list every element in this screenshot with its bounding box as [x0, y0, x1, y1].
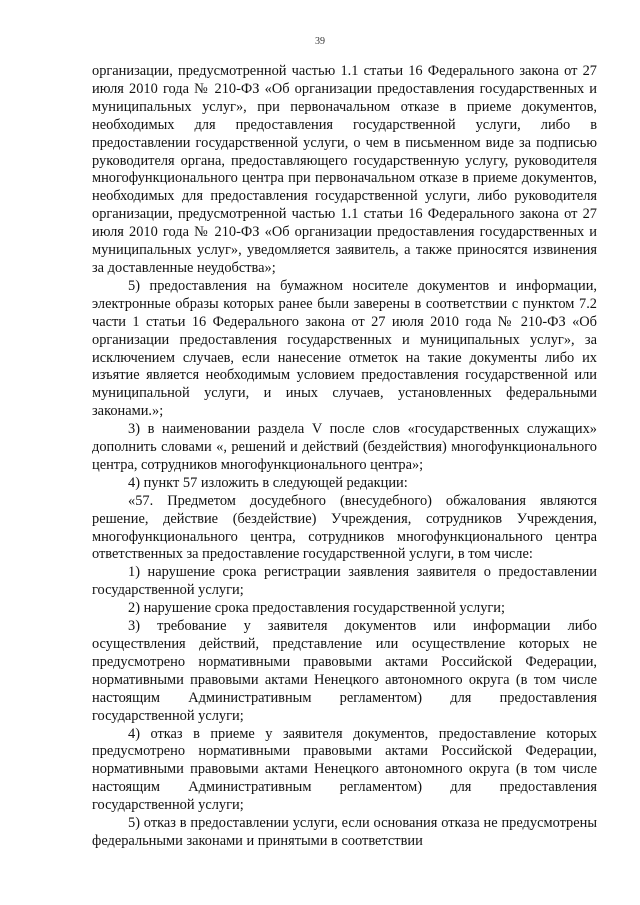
paragraph-continuation: организации, предусмотренной частью 1.1 статьи 16 Федерального закона от 27 июля 2010 года № 210-ФЗ «Об организации предоставления государственных и муниципальных услуг», при первоначальном отказе в приеме документов, необходимых для предоставления государственной услуги, либо в предоставлении государственной услуги, о чем в письменном виде за подписью руководителя органа, предоставляющего государственную услугу, руководителя многофункционального центра при первоначальном отказе в приеме документов, необходимых для предоставления государственной услуги, либо руководителя организации, предусмотренной частью 1.1 статьи 16 Федерального закона от 27 июля 2010 года № 210-ФЗ «Об организации предоставления государственных и муниципальных услуг», уведомляется заявитель, а также приносятся извинения за доставленные неудобства»;: [92, 63, 597, 276]
paragraph-subitem-2: 2) нарушение срока предоставления государственной услуги;: [128, 600, 505, 617]
paragraph-item-3-section-v-title: 3) в наименовании раздела V после слов «государственных служащих» дополнить словами «, решений и действий (бездействия) многофункционального центра, сотрудников многофункционального центра»;: [92, 421, 597, 473]
paragraph-subitem-1: 1) нарушение срока регистрации заявления заявителя о предоставлении государственной услуги;: [92, 564, 597, 599]
document-body: [92, 63, 597, 851]
paragraph-subitem-5: 5) отказ в предоставлении услуги, если основания отказа не предусмотрены федеральными законами и принятыми в соответствии: [92, 815, 597, 849]
page-number: 39: [315, 36, 325, 47]
paragraph-point-57-subject: «57. Предметом досудебного (внесудебного) обжалования являются решение, действие (бездействие) Учреждения, сотрудников Учреждения, многофункционального центра, сотрудников многофункционального центра ответственных за предоставление государственной услуги, в том числе:: [92, 492, 597, 563]
paragraph-item-5-paper-documents: 5) предоставления на бумажном носителе документов и информации, электронные образы которых ранее были заверены в соответствии с пунктом 7.2 части 1 статьи 16 Федерального закона от 27 июля 2010 года № 210-ФЗ «Об организации предоставления государственных и муниципальных услуг», за исключением случаев, если нанесение отметок на такие документы либо их изъятие является необходимым условием предоставления государственной или муниципальной услуги, и иных случаев, установленных федеральными законами.»;: [92, 277, 597, 420]
paragraph-subitem-4: 4) отказ в приеме у заявителя документов, предоставление которых предусмотрено нормативными правовыми актами Российской Федерации, нормативными правовыми актами Ненецкого автономного округа (в том числе настоящим Административным регламентом) для предоставления государственной услуги;: [92, 725, 597, 814]
paragraph-item-4-point-57: 4) пункт 57 изложить в следующей редакции:: [128, 474, 408, 491]
paragraph-subitem-3: 3) требование у заявителя документов или информации либо осуществления действий, представление или осуществление которых не предусмотрено нормативными правовыми актами Российской Федерации, нормативными правовыми актами Ненецкого автономного округа (в том числе настоящим Административным регламентом) для предоставления государственной услуги;: [92, 618, 597, 724]
